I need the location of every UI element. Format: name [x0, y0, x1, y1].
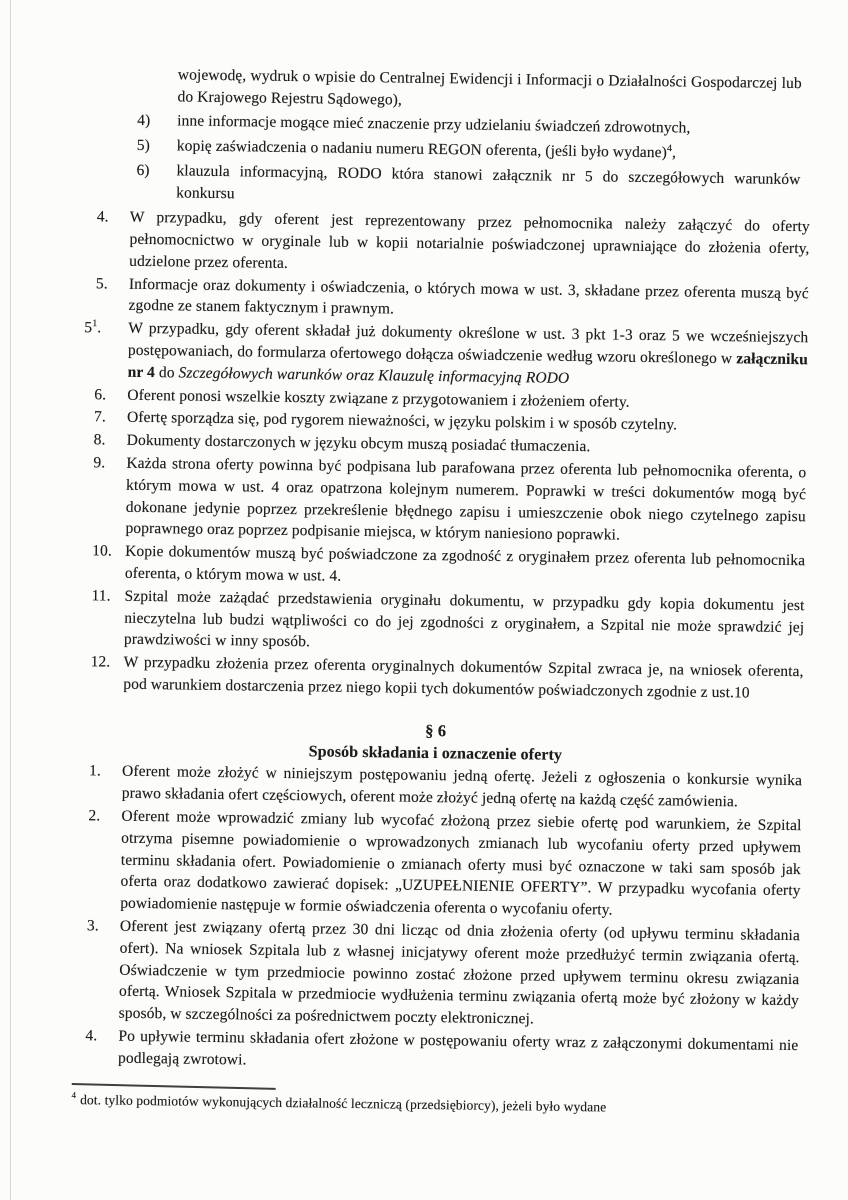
item-text: klauzula informacyjną, RODO która stanowi załącznik nr 5 do szczegółowych warunków konkursu — [176, 162, 801, 203]
item-text: Oferent jest związany ofertą przez 30 dni licząc od dnia złożenia oferty (od upływu terminu składania ofert). Na wniosek Szpitala lub z własnej inicjatywy oferent może przedłużyć termin związania ofertą. Oświadczenie w tym przedmiocie powinno zostać złożone przed upływem terminu okresu związania ofertą. Wniosek Szpitala w przedmiocie wydłużenia terminu związania ofertą może być złożony w każdy sposób, w szczególności za pośrednictwem poczty elektronicznej. — [118, 917, 801, 1028]
section-item-3 — [65, 915, 800, 1034]
list-item-9 — [71, 452, 806, 549]
item-text-italic: Szczegółowych warunków oraz Klauzulę informacyjną RODO — [178, 364, 570, 387]
footnote-marker: 4 — [71, 1090, 77, 1101]
item-text: Oferent może wprowadzić zmiany lub wycofać złożoną przez siebie ofertę pod warunkiem, że Szpital otrzyma pisemne powiadomienie o wprowadzonych zmianach lub wycofaniu oferty przed upływem terminu składania ofert. Powiadomienie o zmianach oferty musi być oznaczone w taki sam sposób jak oferta oraz dodatkowo zawierać dopisek: „UZUPEŁNIENIE OFERTY”. W przypadku wycofania oferty powiadomienie następuje w formie oświadczenia oferenta o wycofaniu oferty. — [120, 807, 802, 919]
list-item-12 — [69, 651, 804, 705]
item-number: 11. — [91, 587, 111, 605]
item-number-base: 5 — [84, 319, 93, 337]
item-number: 4) — [137, 111, 151, 129]
item-number: 6) — [136, 162, 150, 180]
item-text: W przypadku, gdy oferent jest reprezentowany przez pełnomocnika należy załączyć do oferty pełnomocnictwo w oryginale lub w kopii notarialnie poświadczonej uprawniające do złożenia oferty, udzielone przez oferenta. — [129, 209, 810, 272]
section-item-4 — [64, 1025, 799, 1079]
item-number: 10. — [92, 542, 112, 560]
item-text: do — [154, 363, 179, 382]
item-number-superscript: 1 — [92, 318, 98, 330]
list-item-5-1 — [74, 317, 809, 393]
sub-list — [76, 109, 811, 213]
sub-list-item-6 — [76, 159, 801, 213]
footnote-ref: 4 — [666, 142, 673, 155]
document-content — [63, 63, 812, 1119]
list-item-4 — [75, 206, 810, 282]
section-list — [64, 760, 802, 1078]
item-number: 5. — [95, 274, 108, 293]
item-text: Kopie dokumentów muszą być poświadczone za zgodność z oryginałem przez oferenta lub pełnomocnika oferenta, o którym mowa w ust. 4. — [124, 542, 806, 585]
item-text: Po upływie terminu składania ofert złożone w postępowaniu oferty wraz z załączonymi dokumentami nie podlegają zwrotowi. — [117, 1027, 799, 1069]
item-text-tail: , — [671, 144, 677, 162]
item-number: 8. — [93, 431, 106, 449]
item-number: 5) — [136, 136, 151, 154]
footnote-rule — [72, 1083, 276, 1090]
item-number: 9. — [93, 454, 106, 472]
item-text: W przypadku złożenia przez oferenta oryginalnych dokumentów Szpital zwraca je, na wniosek oferenta, pod warunkiem dostarczenia przez niego kopii tych dokumentów poświadczonych zgodnie z ust.10 — [123, 653, 804, 702]
item-text: inne informacje mogące mieć znaczenie przy udzielaniu świadczeń zdrowotnych, — [177, 111, 691, 137]
item-number: 7. — [93, 408, 107, 426]
footnote-text: dot. tylko podmiotów wykonujących działalność leczniczą (przedsiębiorcy), jeżeli było wydane — [80, 1091, 607, 1115]
item-number: 4. — [85, 1027, 98, 1045]
item-text: Oferent ponosi wszelkie koszty związane z przygotowaniem i złożeniem oferty. — [127, 386, 630, 411]
item-text: Oferent może złożyć w niniejszym postępowaniu jedną ofertę. Jeżeli z ogłoszenia o konkursie wynika prawo składania ofert częściowych, oferent może złożyć jedną ofertę na każdą część zamówienia. — [121, 763, 803, 811]
section-title: Sposób składania i oznaczenie oferty — [308, 742, 563, 764]
scan-edge-artifact — [10, 0, 11, 1200]
item-number — [84, 317, 128, 339]
footnote — [63, 1090, 797, 1118]
continuation-text: wojewodę, wydruk o wpisie do Centralnej Ewidencji i Informacji o Działalności Gospodarczej lub do Krajowego Rejestru Sądowego), — [177, 66, 802, 109]
item-text: Informacje oraz dokumenty i oświadczenia, o których mowa w ust. 3, składane przez oferenta muszą być zgodne ze stanem faktycznym i prawnym. — [128, 275, 809, 318]
item-text: Szpital może zażądać przedstawienia oryginału dokumentu, w przypadku gdy kopia dokumentu jest nieczytelna lub budzi wątpliwości co do jej zgodności z oryginałem, a Szpital nie może sprawdzić jej prawdziwości w inny sposób. — [123, 587, 805, 651]
item-number: 6. — [94, 385, 107, 404]
item-text: kopię zaświadczenia o nadaniu numeru REGON oferenta, (jeśli było wydane) — [176, 137, 668, 162]
item-number: 4. — [96, 208, 109, 226]
list-item-11 — [70, 585, 805, 661]
item-text: Dokumenty dostarczonych w języku obcym muszą posiadać tłumaczenia. — [126, 431, 591, 456]
item-number: 3. — [86, 917, 99, 935]
item-text: W przypadku, gdy oferent składał już dokumenty określone w ust. 3 pkt 1-3 oraz 5 we wcześniejszych postępowaniach, do formularza ofertowego dołącza oświadczenie według wzoru określonego w — [127, 319, 809, 368]
ordered-list — [69, 206, 810, 705]
item-number-dot: . — [97, 319, 102, 337]
item-text: Każda strona oferty powinna być podpisana lub parafowana przez oferenta lub pełnomocnika oferenta, o którym mowa w ust. 4 oraz opatrzona kolejnym numerem. Poprawki w treści dokumentów mogą być dokonane jedynie poprzez przekreślenie błędnego zapisu i umieszczenie obok niego czytelnego zapisu poprawnego oraz poprzez podpisanie miejsca, w którym naniesiono poprawki. — [125, 454, 807, 545]
item-number: 12. — [90, 653, 111, 671]
item-number: 1. — [88, 762, 102, 780]
item-text-bold: załączniku nr 4 — [127, 350, 809, 381]
section-item-2 — [66, 805, 801, 924]
item-text: Ofertę sporządza się, pod rygorem nieważności, w języku polskim i w sposób czytelny. — [126, 409, 678, 434]
item-number: 2. — [88, 807, 101, 825]
section-number: § 6 — [425, 720, 447, 741]
